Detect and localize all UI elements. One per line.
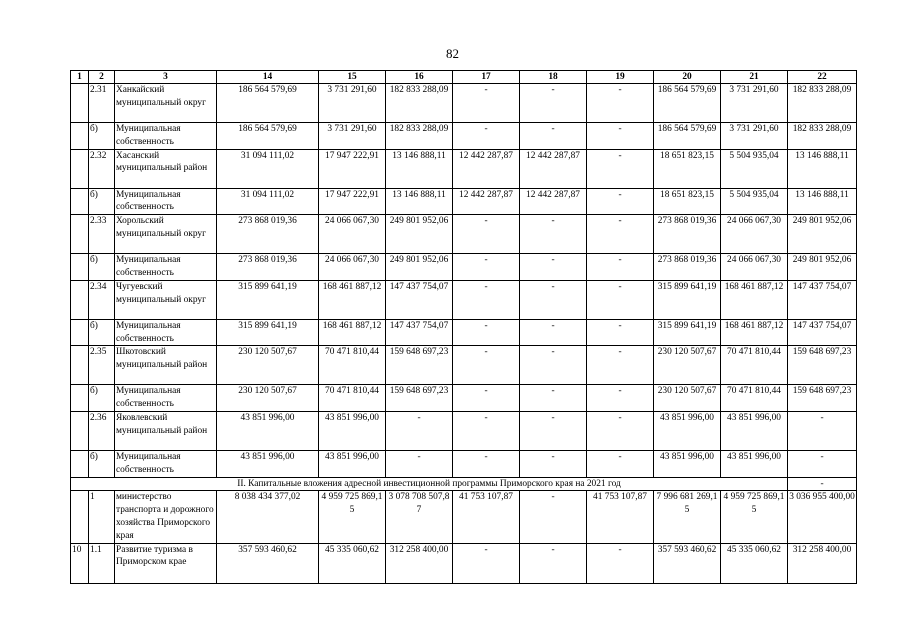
amount-cell: - [587,543,654,583]
item-number-cell: б) [89,450,115,477]
item-number-cell: 2.33 [89,215,115,254]
amount-cell: 70 471 810,44 [319,385,386,412]
amount-cell: 4 959 725 869,15 [721,491,788,543]
amount-cell: 249 801 952,06 [788,215,857,254]
amount-cell: - [587,188,654,215]
amount-cell: - [453,385,520,412]
amount-cell: 249 801 952,06 [386,254,453,281]
amount-cell: 43 851 996,00 [721,411,788,450]
item-number-cell: 2.31 [89,84,115,123]
column-header: 15 [319,71,386,84]
amount-cell: - [520,411,587,450]
amount-cell: - [587,123,654,150]
section-row [71,477,857,491]
amount-cell: - [587,280,654,319]
item-number-cell: б) [89,123,115,150]
amount-cell: 186 564 579,69 [217,84,319,123]
item-name-cell: Хорольский муниципальный округ [115,215,217,254]
table-row [71,319,857,346]
row-number-cell [71,188,89,215]
amount-cell: - [788,411,857,450]
row-number-cell: 10 [71,543,89,583]
item-name-cell: Муниципальная собственность [115,123,217,150]
amount-cell: 12 442 287,87 [453,149,520,188]
amount-cell: - [520,385,587,412]
amount-cell: 31 094 111,02 [217,149,319,188]
table-row [71,188,857,215]
item-name-cell: Муниципальная собственность [115,319,217,346]
column-header: 1 [71,71,89,84]
amount-cell: 230 120 507,67 [654,385,721,412]
section-title: II. Капитальные вложения адресной инвестиционной программы Приморского края на 2021 год [71,477,788,491]
item-name-cell: Яковлевский муниципальный район [115,411,217,450]
amount-cell: - [453,319,520,346]
table-row [71,215,857,254]
page-number: 82 [446,46,459,61]
table-row [71,254,857,281]
amount-cell: 357 593 460,62 [217,543,319,583]
amount-cell: 70 471 810,44 [721,346,788,385]
row-number-cell [71,319,89,346]
amount-cell: 168 461 887,12 [319,319,386,346]
amount-cell: - [386,411,453,450]
amount-cell: 24 066 067,30 [721,215,788,254]
amount-cell: 182 833 288,09 [788,84,857,123]
item-number-cell: 2.32 [89,149,115,188]
row-number-cell [71,123,89,150]
amount-cell: - [520,215,587,254]
column-header: 2 [89,71,115,84]
table-row [71,543,857,583]
amount-cell: 43 851 996,00 [721,450,788,477]
amount-cell: 3 078 708 507,87 [386,491,453,543]
item-number-cell: б) [89,319,115,346]
amount-cell: - [453,123,520,150]
table-row [71,346,857,385]
amount-cell: 315 899 641,19 [654,280,721,319]
amount-cell: 24 066 067,30 [319,215,386,254]
amount-cell: 273 868 019,36 [654,254,721,281]
amount-cell: 3 731 291,60 [319,123,386,150]
amount-cell: 13 146 888,11 [788,149,857,188]
amount-cell: 41 753 107,87 [453,491,520,543]
amount-cell: - [386,450,453,477]
amount-cell: 12 442 287,87 [520,149,587,188]
column-header: 18 [520,71,587,84]
amount-cell: 18 651 823,15 [654,149,721,188]
row-number-cell [71,450,89,477]
amount-cell: - [587,385,654,412]
item-name-cell: Чугуевский муниципальный округ [115,280,217,319]
amount-cell: 186 564 579,69 [654,123,721,150]
amount-cell: 13 146 888,11 [788,188,857,215]
amount-cell: 18 651 823,15 [654,188,721,215]
amount-cell: - [587,84,654,123]
amount-cell: 3 731 291,60 [721,123,788,150]
amount-cell: 13 146 888,11 [386,188,453,215]
amount-cell: - [453,543,520,583]
amount-cell: - [520,84,587,123]
amount-cell: - [453,450,520,477]
row-number-cell [71,254,89,281]
amount-cell: 230 120 507,67 [654,346,721,385]
amount-cell: - [587,215,654,254]
row-number-cell [71,84,89,123]
amount-cell: - [587,254,654,281]
column-header: 22 [788,71,857,84]
amount-cell: - [520,543,587,583]
amount-cell: 312 258 400,00 [788,543,857,583]
amount-cell: - [453,411,520,450]
item-name-cell: министерство транспорта и дорожного хозяйства Приморского края [115,491,217,543]
amount-cell: 315 899 641,19 [654,319,721,346]
table-row [71,149,857,188]
item-number-cell: б) [89,385,115,412]
amount-cell: - [788,477,857,491]
item-number-cell: 1 [89,491,115,543]
amount-cell: - [587,149,654,188]
amount-cell: 182 833 288,09 [788,123,857,150]
row-number-cell [71,411,89,450]
amount-cell: 168 461 887,12 [721,319,788,346]
amount-cell: 315 899 641,19 [217,319,319,346]
amount-cell: 13 146 888,11 [386,149,453,188]
amount-cell: 43 851 996,00 [217,411,319,450]
amount-cell: - [587,450,654,477]
amount-cell: - [520,450,587,477]
header-row [71,71,857,84]
amount-cell: 168 461 887,12 [319,280,386,319]
amount-cell: 273 868 019,36 [217,215,319,254]
amount-cell: 3 731 291,60 [319,84,386,123]
amount-cell: 182 833 288,09 [386,84,453,123]
amount-cell: 230 120 507,67 [217,346,319,385]
amount-cell: 45 335 060,62 [319,543,386,583]
amount-cell: - [520,280,587,319]
amount-cell: 312 258 400,00 [386,543,453,583]
item-name-cell: Муниципальная собственность [115,450,217,477]
column-header: 3 [115,71,217,84]
amount-cell: 357 593 460,62 [654,543,721,583]
amount-cell: 315 899 641,19 [217,280,319,319]
amount-cell: 7 996 681 269,15 [654,491,721,543]
row-number-cell [71,491,89,543]
amount-cell: - [520,346,587,385]
table-row [71,280,857,319]
budget-table [70,70,857,584]
amount-cell: 3 731 291,60 [721,84,788,123]
amount-cell: 4 959 725 869,15 [319,491,386,543]
amount-cell: 147 437 754,07 [386,319,453,346]
table-row [71,411,857,450]
item-name-cell: Муниципальная собственность [115,385,217,412]
amount-cell: 70 471 810,44 [319,346,386,385]
amount-cell: 41 753 107,87 [587,491,654,543]
amount-cell: 24 066 067,30 [721,254,788,281]
amount-cell: 43 851 996,00 [654,450,721,477]
item-name-cell: Шкотовский муниципальный район [115,346,217,385]
amount-cell: 168 461 887,12 [721,280,788,319]
item-name-cell: Муниципальная собственность [115,188,217,215]
table-row [71,123,857,150]
row-number-cell [71,280,89,319]
amount-cell: 43 851 996,00 [319,411,386,450]
row-number-cell [71,385,89,412]
amount-cell: - [520,491,587,543]
amount-cell: 186 564 579,69 [217,123,319,150]
table-row [71,385,857,412]
amount-cell: 5 504 935,04 [721,188,788,215]
amount-cell: - [520,123,587,150]
amount-cell: - [453,84,520,123]
amount-cell: - [587,411,654,450]
item-name-cell: Хасанский муниципальный район [115,149,217,188]
item-number-cell: 2.36 [89,411,115,450]
item-number-cell: 2.34 [89,280,115,319]
column-header: 20 [654,71,721,84]
item-name-cell: Ханкайский муниципальный округ [115,84,217,123]
amount-cell: 147 437 754,07 [788,280,857,319]
row-number-cell [71,149,89,188]
amount-cell: 159 648 697,23 [386,346,453,385]
row-number-cell [71,215,89,254]
amount-cell: 70 471 810,44 [721,385,788,412]
column-header: 17 [453,71,520,84]
table-row [71,84,857,123]
amount-cell: 273 868 019,36 [654,215,721,254]
column-header: 19 [587,71,654,84]
column-header: 14 [217,71,319,84]
column-header: 16 [386,71,453,84]
amount-cell: 249 801 952,06 [386,215,453,254]
amount-cell: 43 851 996,00 [654,411,721,450]
item-name-cell: Развитие туризма в Приморском крае [115,543,217,583]
amount-cell: - [520,319,587,346]
amount-cell: 249 801 952,06 [788,254,857,281]
item-number-cell: 1.1 [89,543,115,583]
amount-cell: - [453,346,520,385]
amount-cell: 31 094 111,02 [217,188,319,215]
item-number-cell: 2.35 [89,346,115,385]
amount-cell: - [453,254,520,281]
amount-cell: 45 335 060,62 [721,543,788,583]
table-row [71,450,857,477]
amount-cell: - [520,254,587,281]
amount-cell: - [453,215,520,254]
amount-cell: 12 442 287,87 [453,188,520,215]
amount-cell: 273 868 019,36 [217,254,319,281]
column-header: 21 [721,71,788,84]
amount-cell: - [587,319,654,346]
amount-cell: 5 504 935,04 [721,149,788,188]
amount-cell: 24 066 067,30 [319,254,386,281]
item-name-cell: Муниципальная собственность [115,254,217,281]
item-number-cell: б) [89,254,115,281]
amount-cell: - [788,450,857,477]
amount-cell: 12 442 287,87 [520,188,587,215]
amount-cell: 17 947 222,91 [319,149,386,188]
amount-cell: 147 437 754,07 [788,319,857,346]
amount-cell: 3 036 955 400,00 [788,491,857,543]
amount-cell: - [587,346,654,385]
amount-cell: 147 437 754,07 [386,280,453,319]
amount-cell: 43 851 996,00 [319,450,386,477]
amount-cell: - [453,280,520,319]
amount-cell: 159 648 697,23 [386,385,453,412]
amount-cell: 230 120 507,67 [217,385,319,412]
amount-cell: 8 038 434 377,02 [217,491,319,543]
amount-cell: 43 851 996,00 [217,450,319,477]
amount-cell: 17 947 222,91 [319,188,386,215]
row-number-cell [71,346,89,385]
item-number-cell: б) [89,188,115,215]
amount-cell: 182 833 288,09 [386,123,453,150]
table-row [71,491,857,543]
amount-cell: 186 564 579,69 [654,84,721,123]
amount-cell: 159 648 697,23 [788,385,857,412]
amount-cell: 159 648 697,23 [788,346,857,385]
